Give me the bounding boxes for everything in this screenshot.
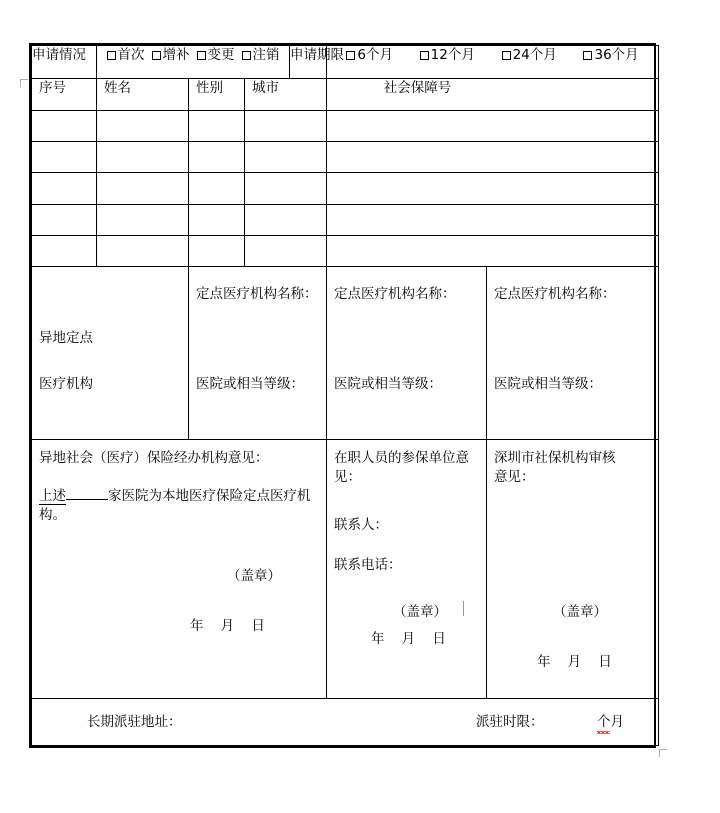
- application-term-label: 申请期限: [290, 47, 344, 63]
- checkbox-label: 注销: [252, 47, 280, 63]
- designated-institutions-label-cell: [32, 267, 189, 440]
- cell-city[interactable]: [245, 141, 327, 172]
- cell-social-security-number[interactable]: [327, 141, 659, 172]
- shenzhen-agency-date-label[interactable]: 年 月 日: [537, 653, 612, 670]
- dispatch-info-cell[interactable]: [32, 698, 659, 746]
- table-row[interactable]: [32, 141, 659, 172]
- shenzhen-agency-seal-label: （盖章）: [553, 603, 607, 620]
- header-label-index: 序号: [39, 80, 66, 97]
- employer-opinion-title-line2: 见：: [334, 469, 361, 486]
- statement-tail: 构。: [39, 507, 66, 524]
- employer-contact-person-label: 联系人：: [334, 516, 388, 533]
- checkbox-option-12-months[interactable]: [420, 46, 475, 66]
- header-label-name: 姓名: [104, 80, 131, 97]
- shenzhen-agency-opinion-title: [494, 449, 616, 488]
- remote-agency-date-label[interactable]: 年 月 日: [190, 617, 265, 634]
- shenzhen-agency-opinion-cell[interactable]: [487, 439, 659, 698]
- designated-institutions-row: [32, 267, 659, 440]
- employer-date-label[interactable]: 年 月 日: [371, 630, 446, 647]
- checkbox-label: 增补: [162, 47, 190, 63]
- cell-gender[interactable]: [189, 204, 245, 235]
- checkbox-label: 6个月: [357, 47, 393, 63]
- employer-opinion-title: [334, 449, 469, 488]
- checkbox-label: 12个月: [430, 47, 475, 63]
- application-status-options-cell: [97, 46, 290, 79]
- cell-gender[interactable]: [189, 235, 245, 266]
- dispatch-term-unit: [597, 713, 624, 733]
- checkbox-option-36-months[interactable]: [583, 46, 638, 66]
- dispatch-term-unit-month: 月: [610, 713, 624, 730]
- application-term-label-cell: [290, 46, 344, 79]
- employer-contact-phone-label: 联系电话：: [334, 556, 402, 573]
- cell-index[interactable]: [32, 235, 97, 266]
- table-row[interactable]: [32, 204, 659, 235]
- institution-grade-label: 医院或相当等级：: [334, 376, 442, 393]
- cell-index[interactable]: [32, 173, 97, 204]
- table-row[interactable]: [32, 235, 659, 266]
- shenzhen-agency-title-line1: 深圳市社保机构审核: [494, 449, 616, 466]
- employer-opinion-cell[interactable]: [327, 439, 487, 698]
- checkbox-option-24-months[interactable]: [502, 46, 557, 66]
- checkbox-option-6-months[interactable]: [346, 46, 393, 66]
- statement-suffix: 家医院为本地医疗保险定点医疗机: [108, 487, 311, 504]
- remote-agency-opinion-title: 异地社会（医疗）保险经办机构意见：: [39, 449, 269, 466]
- checkbox-option-first-time[interactable]: [107, 46, 145, 66]
- checkbox-option-change[interactable]: [197, 46, 235, 66]
- employer-seal-label: （盖章）: [393, 603, 447, 620]
- header-cell-index: [32, 79, 97, 110]
- cell-index[interactable]: [32, 204, 97, 235]
- header-cell-city: [245, 79, 327, 110]
- remote-agency-opinion-cell[interactable]: [32, 439, 327, 698]
- remote-agency-opinion-statement: [39, 487, 320, 526]
- form-grid: [31, 45, 659, 746]
- checkbox-label: 变更: [207, 47, 235, 63]
- designated-institutions-label-line1: 异地定点: [39, 330, 93, 347]
- checkbox-label: 36个月: [594, 47, 639, 63]
- cell-social-security-number[interactable]: [327, 173, 659, 204]
- statement-prefix: 上述: [39, 487, 66, 504]
- checkbox-option-cancel[interactable]: [242, 46, 280, 66]
- long-term-dispatch-address-label: 长期派驻地址：: [87, 713, 182, 730]
- cell-gender[interactable]: [189, 110, 245, 141]
- opinions-row: [32, 439, 659, 698]
- application-options-row: [32, 46, 659, 79]
- checkbox-icon[interactable]: [583, 51, 592, 60]
- cell-city[interactable]: [245, 173, 327, 204]
- header-cell-gender: [189, 79, 245, 110]
- cell-name[interactable]: [97, 235, 189, 266]
- designated-institutions-label-line2: 医疗机构: [39, 376, 93, 393]
- page-corner-mark-top-left: [20, 79, 28, 87]
- designated-institution-column-1[interactable]: [189, 267, 327, 440]
- table-row[interactable]: [32, 110, 659, 141]
- application-term-options-cell: [327, 46, 659, 79]
- employer-opinion-title-line1: 在职人员的参保单位意: [334, 449, 469, 466]
- table-row[interactable]: [32, 173, 659, 204]
- institution-name-label: 定点医疗机构名称：: [334, 286, 456, 303]
- spellcheck-underlined-char: 个: [597, 713, 611, 733]
- checkbox-label: 24个月: [512, 47, 557, 63]
- text-cursor-caret: [463, 601, 464, 616]
- institution-grade-label: 医院或相当等级：: [196, 376, 304, 393]
- statement-blank-input[interactable]: [66, 499, 108, 500]
- cell-gender[interactable]: [189, 173, 245, 204]
- dispatch-info-row: [32, 698, 659, 746]
- cell-name[interactable]: [97, 173, 189, 204]
- checkbox-icon[interactable]: [197, 51, 206, 60]
- header-label-city: 城市: [252, 80, 279, 97]
- cell-name[interactable]: [97, 141, 189, 172]
- cell-name[interactable]: [97, 110, 189, 141]
- application-status-label: 申请情况: [32, 47, 86, 63]
- institution-name-label: 定点医疗机构名称：: [494, 286, 616, 303]
- cell-name[interactable]: [97, 204, 189, 235]
- header-label-social-security-number: 社会保障号: [383, 80, 452, 97]
- application-status-label-cell: [32, 46, 97, 79]
- cell-city[interactable]: [245, 110, 327, 141]
- checkbox-label: 首次: [117, 47, 145, 63]
- cell-social-security-number[interactable]: [327, 110, 659, 141]
- cell-city[interactable]: [245, 204, 327, 235]
- checkbox-icon[interactable]: [420, 51, 429, 60]
- cell-city[interactable]: [245, 235, 327, 266]
- checkbox-option-supplement[interactable]: [152, 46, 190, 66]
- checkbox-icon[interactable]: [346, 51, 355, 60]
- dispatch-term-label: 派驻时限：: [476, 713, 544, 730]
- remote-agency-seal-label: （盖章）: [227, 567, 281, 584]
- cell-index[interactable]: [32, 141, 97, 172]
- designated-institution-column-3[interactable]: [487, 267, 659, 440]
- page-corner-mark-bottom-right: [659, 749, 667, 757]
- header-cell-name: [97, 79, 189, 110]
- checkbox-icon[interactable]: [242, 51, 251, 60]
- checkbox-icon[interactable]: [152, 51, 161, 60]
- medical-insurance-application-form: [29, 43, 656, 748]
- institution-name-label: 定点医疗机构名称：: [196, 286, 318, 303]
- person-table-header-row: [32, 79, 659, 110]
- checkbox-icon[interactable]: [107, 51, 116, 60]
- header-cell-social-security-number: [327, 79, 659, 110]
- cell-gender[interactable]: [189, 141, 245, 172]
- checkbox-icon[interactable]: [502, 51, 511, 60]
- cell-social-security-number[interactable]: [327, 204, 659, 235]
- cell-social-security-number[interactable]: [327, 235, 659, 266]
- header-label-gender: 性别: [196, 80, 223, 97]
- institution-grade-label: 医院或相当等级：: [494, 376, 602, 393]
- cell-index[interactable]: [32, 110, 97, 141]
- shenzhen-agency-title-line2: 意见：: [494, 469, 535, 486]
- designated-institution-column-2[interactable]: [327, 267, 487, 440]
